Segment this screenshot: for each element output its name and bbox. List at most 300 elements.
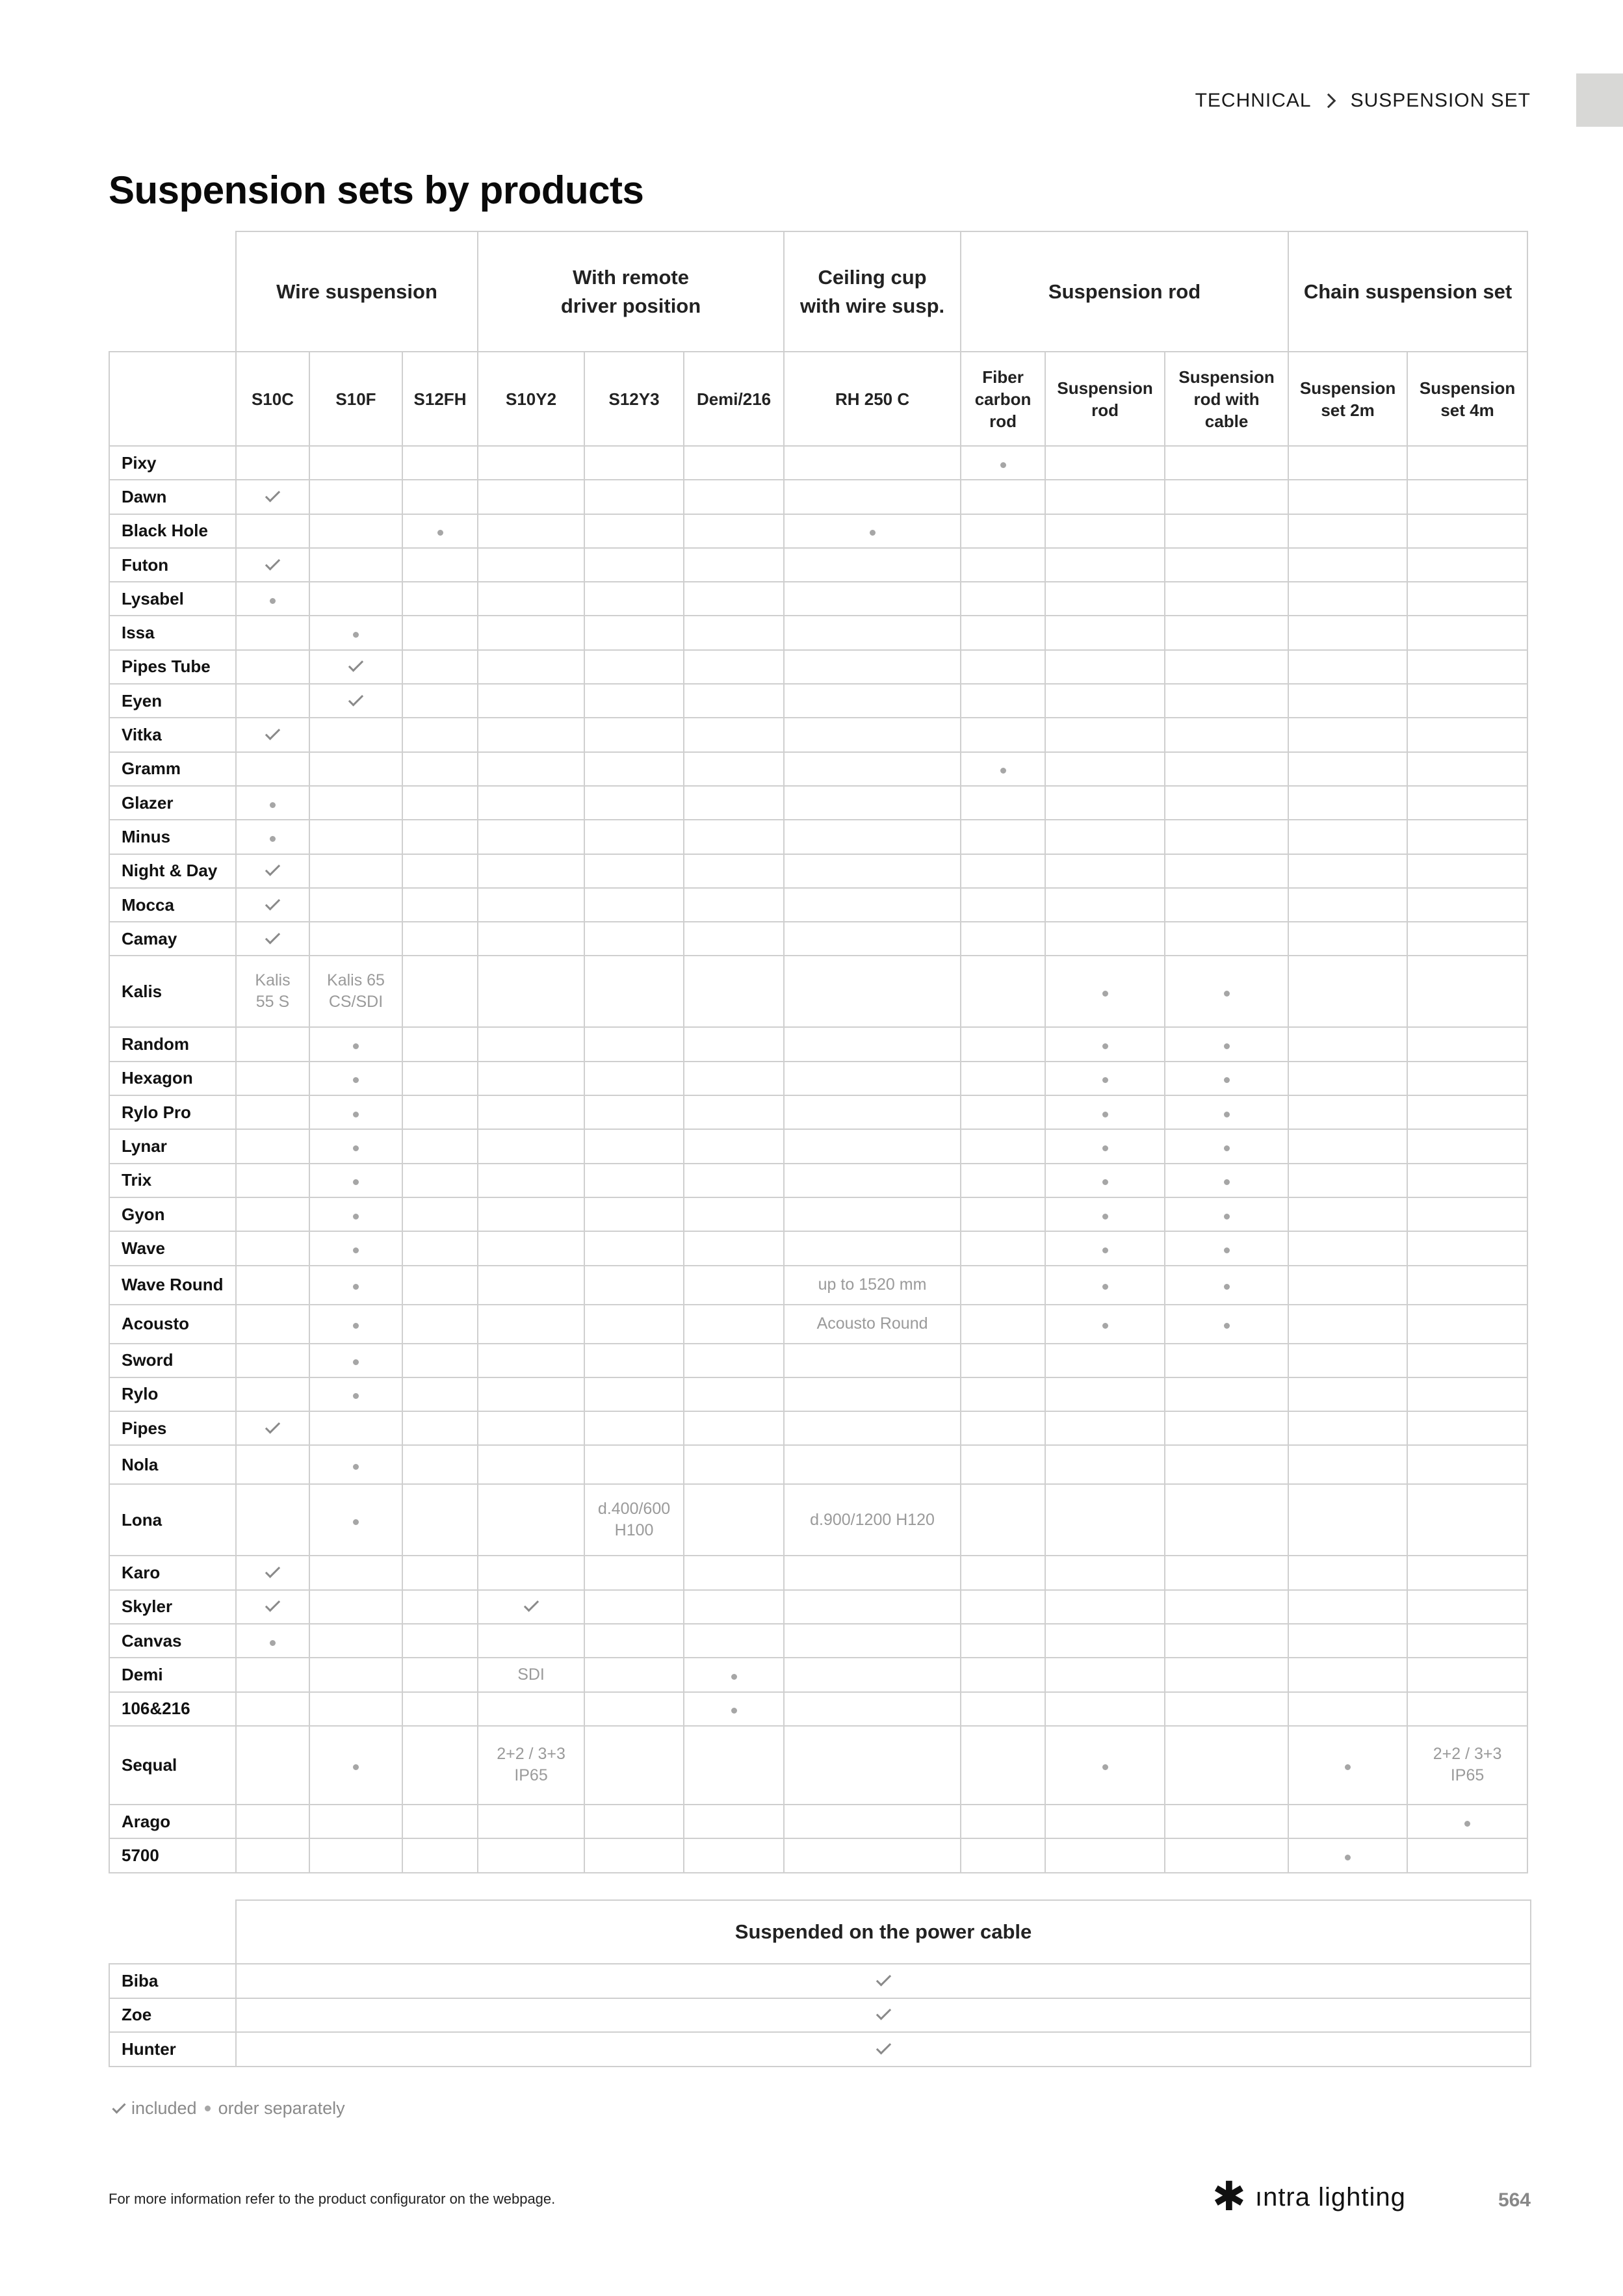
table-cell (961, 1164, 1045, 1197)
table-cell (584, 1305, 684, 1344)
table-cell (1165, 480, 1288, 514)
table-row (109, 650, 1527, 684)
table-cell (1165, 616, 1288, 649)
table-row (109, 820, 1527, 854)
table-cell (584, 684, 684, 718)
table-cell (402, 1305, 478, 1344)
table-cell (784, 786, 961, 820)
table-cell (961, 616, 1045, 649)
table-row (109, 684, 1527, 718)
table-cell (1165, 1658, 1288, 1691)
table-cell (961, 1231, 1045, 1265)
table-cell (1407, 1838, 1527, 1872)
table-cell (309, 1231, 402, 1265)
table-cell (684, 446, 784, 480)
table-row (109, 1377, 1527, 1411)
table-cell (1288, 548, 1407, 582)
table-cell (1288, 1095, 1407, 1129)
table-row (109, 1692, 1527, 1726)
intra-star-logo-icon: ✱ (1212, 2174, 1246, 2219)
table-cell (961, 786, 1045, 820)
group-header-row (109, 231, 1527, 352)
product-name: Camay (109, 922, 236, 956)
table-cell (478, 1805, 584, 1838)
dot-icon (353, 1043, 359, 1049)
table-cell (478, 480, 584, 514)
table-cell (1045, 582, 1165, 616)
table-cell (402, 888, 478, 922)
product-name: Minus (109, 820, 236, 854)
table-cell (684, 1556, 784, 1589)
table-cell (961, 1590, 1045, 1624)
dot-icon (1224, 1179, 1230, 1185)
table-cell (961, 718, 1045, 751)
table-cell (478, 786, 584, 820)
table-cell (684, 1445, 784, 1484)
table-cell (1407, 1197, 1527, 1231)
dot-icon (1000, 462, 1006, 468)
table-cell (1288, 1692, 1407, 1726)
table-cell (961, 1095, 1045, 1129)
table-cell (684, 888, 784, 922)
table-cell (402, 514, 478, 548)
table-cell (309, 1590, 402, 1624)
table-cell (584, 1027, 684, 1061)
table-cell (478, 1411, 584, 1445)
table-cell (584, 1590, 684, 1624)
breadcrumb-technical[interactable]: TECHNICAL (1195, 90, 1312, 111)
dot-icon (1224, 1112, 1230, 1117)
dot-icon (1102, 1145, 1108, 1151)
table-cell (1288, 1624, 1407, 1658)
table-cell (584, 1658, 684, 1691)
table-cell (236, 922, 309, 956)
product-name: Nola (109, 1445, 236, 1484)
table-cell (309, 922, 402, 956)
cell-note: Acousto Round (816, 1314, 928, 1333)
table-cell (478, 922, 584, 956)
table-cell (236, 1445, 309, 1484)
table-cell (236, 1344, 309, 1377)
table-cell (1407, 1305, 1527, 1344)
table-cell (1288, 616, 1407, 649)
legend-order: order separately (218, 2098, 345, 2118)
group-header: Chain suspension set (1288, 231, 1527, 352)
table-cell (584, 752, 684, 786)
table-cell (1165, 1164, 1288, 1197)
table-cell (1407, 820, 1527, 854)
table-cell (402, 1556, 478, 1589)
table-cell (1045, 1838, 1165, 1872)
table-row (109, 1027, 1527, 1061)
corner-cell (109, 1900, 236, 1964)
table-cell (1045, 1726, 1165, 1805)
dot-icon (1102, 1323, 1108, 1329)
table-cell (784, 1624, 961, 1658)
table-cell (1045, 1344, 1165, 1377)
table-cell (784, 1062, 961, 1095)
table-cell (1165, 582, 1288, 616)
table-cell (1045, 956, 1165, 1027)
table-cell (1288, 1197, 1407, 1231)
table-cell (961, 888, 1045, 922)
table-row (109, 1411, 1527, 1445)
table-row (109, 1231, 1527, 1265)
table-cell (1165, 1344, 1288, 1377)
table-cell (309, 1726, 402, 1805)
table-cell (961, 1197, 1045, 1231)
table-cell (478, 888, 584, 922)
table-cell (584, 820, 684, 854)
table-cell (1045, 1556, 1165, 1589)
legend (112, 2098, 345, 2119)
corner-cell (109, 231, 236, 352)
table-cell (402, 1411, 478, 1445)
table-cell (584, 1344, 684, 1377)
table-cell (961, 1062, 1045, 1095)
table-cell (784, 616, 961, 649)
table-cell (478, 752, 584, 786)
table-cell (1288, 1556, 1407, 1589)
table-cell (1407, 548, 1527, 582)
table-cell (684, 1590, 784, 1624)
check-icon (265, 1563, 280, 1578)
table-cell (402, 1658, 478, 1691)
table-cell (1288, 1805, 1407, 1838)
table-cell (961, 582, 1045, 616)
table-cell (309, 1095, 402, 1129)
table-cell (309, 1164, 402, 1197)
table-cell (402, 1377, 478, 1411)
table-row (109, 446, 1527, 480)
product-name: Biba (109, 1964, 236, 1998)
table-cell (1045, 888, 1165, 922)
table-row (109, 718, 1527, 751)
table-cell (1165, 956, 1288, 1027)
table-cell (236, 1062, 309, 1095)
table-cell (1288, 1726, 1407, 1805)
table-cell (961, 514, 1045, 548)
table-cell (236, 1556, 309, 1589)
table-cell (402, 854, 478, 888)
section-tab (1576, 73, 1623, 127)
suspension-table (109, 231, 1528, 1873)
product-name: 5700 (109, 1838, 236, 1872)
table-row (109, 1726, 1527, 1805)
column-header: Suspension rod (1045, 352, 1165, 446)
table-cell (1045, 1164, 1165, 1197)
table-cell (478, 1129, 584, 1163)
table-cell (1288, 1658, 1407, 1691)
table-cell (1288, 446, 1407, 480)
table-cell (784, 1129, 961, 1163)
table-cell (784, 548, 961, 582)
check-icon (265, 895, 280, 910)
table-cell (1165, 1590, 1288, 1624)
table-cell (1407, 1266, 1527, 1305)
table-row (109, 1484, 1527, 1556)
table-cell (236, 514, 309, 548)
product-name: Gyon (109, 1197, 236, 1231)
table-cell (309, 1838, 402, 1872)
table-cell (1407, 1062, 1527, 1095)
table-cell (1407, 1095, 1527, 1129)
table-cell (1165, 1411, 1288, 1445)
table-cell (1407, 956, 1527, 1027)
table-cell (309, 1411, 402, 1445)
table-cell (478, 1027, 584, 1061)
table-row (109, 752, 1527, 786)
table-cell (402, 718, 478, 751)
table-cell (236, 1095, 309, 1129)
table-cell (478, 718, 584, 751)
table-cell (236, 548, 309, 582)
table-cell (961, 1658, 1045, 1691)
table-cell (402, 480, 478, 514)
table-cell (236, 1197, 309, 1231)
table-cell (1045, 854, 1165, 888)
table-row (109, 1838, 1527, 1872)
product-name: Futon (109, 548, 236, 582)
table-cell (1165, 1027, 1288, 1061)
table-cell (784, 1164, 961, 1197)
table-cell (1407, 1624, 1527, 1658)
dot-icon (1102, 1179, 1108, 1185)
table-cell (402, 1838, 478, 1872)
dot-icon (1000, 768, 1006, 774)
table-cell (309, 548, 402, 582)
table-cell (584, 1164, 684, 1197)
table-cell (309, 446, 402, 480)
table-cell (961, 1805, 1045, 1838)
table-cell (236, 582, 309, 616)
table-cell (584, 888, 684, 922)
table-cell (961, 1411, 1045, 1445)
table-cell (478, 1095, 584, 1129)
check-icon (265, 725, 280, 740)
table-cell (1407, 1164, 1527, 1197)
table-cell (784, 1411, 961, 1445)
table-cell (478, 1624, 584, 1658)
table-row (109, 1305, 1527, 1344)
table-cell (1288, 1344, 1407, 1377)
table-cell (961, 1445, 1045, 1484)
table-cell (478, 854, 584, 888)
table-cell (402, 1266, 478, 1305)
dot-icon (1102, 1043, 1108, 1049)
table-cell (478, 1164, 584, 1197)
table-cell (478, 650, 584, 684)
table-cell (961, 548, 1045, 582)
table-cell (961, 1266, 1045, 1305)
table-cell (236, 650, 309, 684)
check-icon (265, 487, 280, 502)
product-name: Glazer (109, 786, 236, 820)
dot-icon (353, 1145, 359, 1151)
dot-icon (870, 530, 876, 536)
table-cell (309, 684, 402, 718)
product-name: Demi (109, 1658, 236, 1691)
table-cell (236, 2032, 1531, 2067)
table-cell (1165, 888, 1288, 922)
table-cell (236, 1377, 309, 1411)
table-cell (236, 820, 309, 854)
table-cell (961, 1838, 1045, 1872)
table-cell (236, 480, 309, 514)
table-cell (1288, 1266, 1407, 1305)
product-name: Random (109, 1027, 236, 1061)
check-icon (876, 1971, 890, 1986)
table-cell (236, 1266, 309, 1305)
product-name: Hexagon (109, 1062, 236, 1095)
table-cell (784, 718, 961, 751)
table-cell (784, 1027, 961, 1061)
table-cell (684, 514, 784, 548)
dot-icon (270, 802, 276, 808)
dot-icon (1102, 1214, 1108, 1220)
dot-icon (1224, 1247, 1230, 1253)
table-cell (784, 1484, 961, 1556)
table-cell (684, 1231, 784, 1265)
product-name: Vitka (109, 718, 236, 751)
table-cell (684, 854, 784, 888)
table-cell (1165, 1062, 1288, 1095)
table-row (109, 1095, 1527, 1129)
table-row (109, 480, 1527, 514)
table-cell (784, 888, 961, 922)
table-cell (236, 1692, 309, 1726)
page-title: Suspension sets by products (109, 168, 644, 212)
table-row (109, 888, 1527, 922)
table-cell (1045, 514, 1165, 548)
table-cell (236, 854, 309, 888)
table-cell (478, 1344, 584, 1377)
table-cell (961, 684, 1045, 718)
table-cell (236, 888, 309, 922)
table-cell (478, 1484, 584, 1556)
table-cell (309, 956, 402, 1027)
product-name: Dawn (109, 480, 236, 514)
product-name: Sequal (109, 1726, 236, 1805)
dot-icon (353, 632, 359, 638)
table-cell (584, 1411, 684, 1445)
column-header: Suspension set 2m (1288, 352, 1407, 446)
dot-icon (1102, 1112, 1108, 1117)
table-cell (1288, 1164, 1407, 1197)
table-cell (1045, 1231, 1165, 1265)
table-cell (478, 684, 584, 718)
table-cell (1407, 1231, 1527, 1265)
table-row (109, 1062, 1527, 1095)
cell-note: d.900/1200 H120 (810, 1510, 935, 1529)
table-cell (309, 616, 402, 649)
table-cell (1288, 820, 1407, 854)
table-cell (1288, 1411, 1407, 1445)
table-cell (784, 1556, 961, 1589)
table-cell (1045, 1129, 1165, 1163)
brand-logo (1212, 2174, 1406, 2219)
table-cell (584, 1377, 684, 1411)
product-name: Zoe (109, 1998, 236, 2033)
table-cell (784, 650, 961, 684)
table-cell (1045, 752, 1165, 786)
table-cell (1045, 1062, 1165, 1095)
table-cell (584, 786, 684, 820)
chevron-right-icon (1321, 94, 1336, 109)
dot-icon (353, 1247, 359, 1253)
product-name: Night & Day (109, 854, 236, 888)
table-cell (684, 548, 784, 582)
table-cell (584, 480, 684, 514)
table-cell (1407, 1484, 1527, 1556)
check-icon (348, 691, 363, 706)
dot-icon (353, 1112, 359, 1117)
table-cell (309, 1484, 402, 1556)
table-cell (236, 1964, 1531, 1998)
table-cell (1407, 650, 1527, 684)
table-cell (309, 1805, 402, 1838)
table-cell (1045, 1624, 1165, 1658)
table-cell (684, 1377, 784, 1411)
table-cell (684, 820, 784, 854)
table-cell (684, 1692, 784, 1726)
table-cell (402, 752, 478, 786)
dot-icon (1345, 1855, 1351, 1860)
table-cell (584, 582, 684, 616)
table-cell (584, 1805, 684, 1838)
table-cell (584, 1624, 684, 1658)
dot-icon (353, 1764, 359, 1770)
power-header-row (109, 1900, 1531, 1964)
product-name: Karo (109, 1556, 236, 1589)
dot-icon (1102, 1077, 1108, 1083)
table-cell (402, 956, 478, 1027)
product-name: Wave Round (109, 1266, 236, 1305)
table-cell (584, 446, 684, 480)
table-cell (1165, 922, 1288, 956)
table-cell (309, 1624, 402, 1658)
table-cell (236, 446, 309, 480)
dot-icon (1224, 1077, 1230, 1083)
table-cell (961, 1726, 1045, 1805)
table-cell (309, 888, 402, 922)
check-icon (112, 2100, 125, 2113)
table-cell (1407, 854, 1527, 888)
group-header: Ceiling cup with wire susp. (784, 231, 961, 352)
cell-note: 2+2 / 3+3 IP65 (497, 1745, 565, 1785)
table-cell (236, 1231, 309, 1265)
check-icon (265, 861, 280, 876)
table-cell (309, 1266, 402, 1305)
table-cell (684, 956, 784, 1027)
column-header: Suspension set 4m (1407, 352, 1527, 446)
table-cell (1407, 786, 1527, 820)
table-cell (1165, 1095, 1288, 1129)
breadcrumb-suspension-set[interactable]: SUSPENSION SET (1350, 90, 1531, 111)
table-cell (784, 1726, 961, 1805)
table-cell (1407, 752, 1527, 786)
table-cell (784, 1838, 961, 1872)
check-icon (876, 2005, 890, 2020)
table-cell (236, 1726, 309, 1805)
table-row (109, 922, 1527, 956)
column-header: Suspension rod with cable (1165, 352, 1288, 446)
table-cell (402, 1805, 478, 1838)
table-cell (309, 1377, 402, 1411)
table-cell (684, 480, 784, 514)
table-cell (684, 616, 784, 649)
table-row (109, 1658, 1527, 1691)
